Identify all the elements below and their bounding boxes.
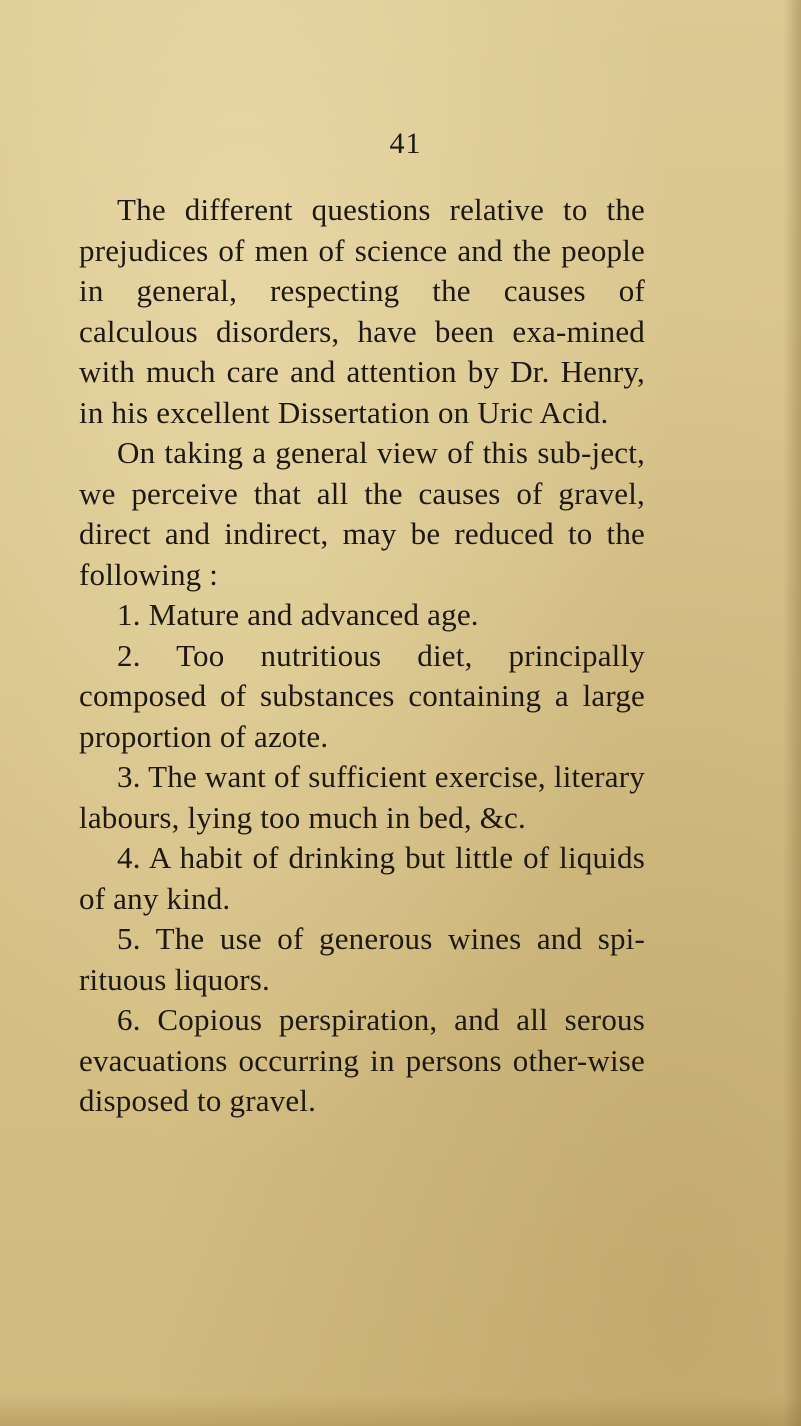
page-number: 41 [389, 127, 422, 160]
page-edge-shadow-bottom [0, 1396, 801, 1426]
paragraph-causes-overview: On taking a general view of this sub-ject, we perceive that all the causes of gravel, direct and indirect, may be reduced to the following : [79, 435, 645, 592]
list-item-cause-2: 2. Too nutritious diet, principally composed of substances containing a large proportion of azote. [79, 637, 645, 754]
list-item-cause-1: 1. Mature and advanced age. [117, 597, 479, 632]
paragraph-intro: The different questions relative to the prejudices of men of science and the people in general, respecting the causes of calculous disorders, have been exa-mined with much care and attention by Dr. Henry, in his excellent Dissertation on Uric Acid. [79, 192, 645, 430]
list-item-cause-4: 4. A habit of drinking but little of liquids of any kind. [79, 840, 645, 916]
list-item-cause-5: 5. The use of generous wines and spi-rituous liquors. [79, 921, 645, 997]
list-item-cause-3: 3. The want of sufficient exercise, literary labours, lying too much in bed, &c. [79, 759, 645, 835]
page-edge-shadow-right [783, 0, 801, 1426]
body-text [79, 190, 645, 1122]
list-item-cause-6: 6. Copious perspiration, and all serous evacuations occurring in persons other-wise disposed to gravel. [79, 1002, 645, 1118]
